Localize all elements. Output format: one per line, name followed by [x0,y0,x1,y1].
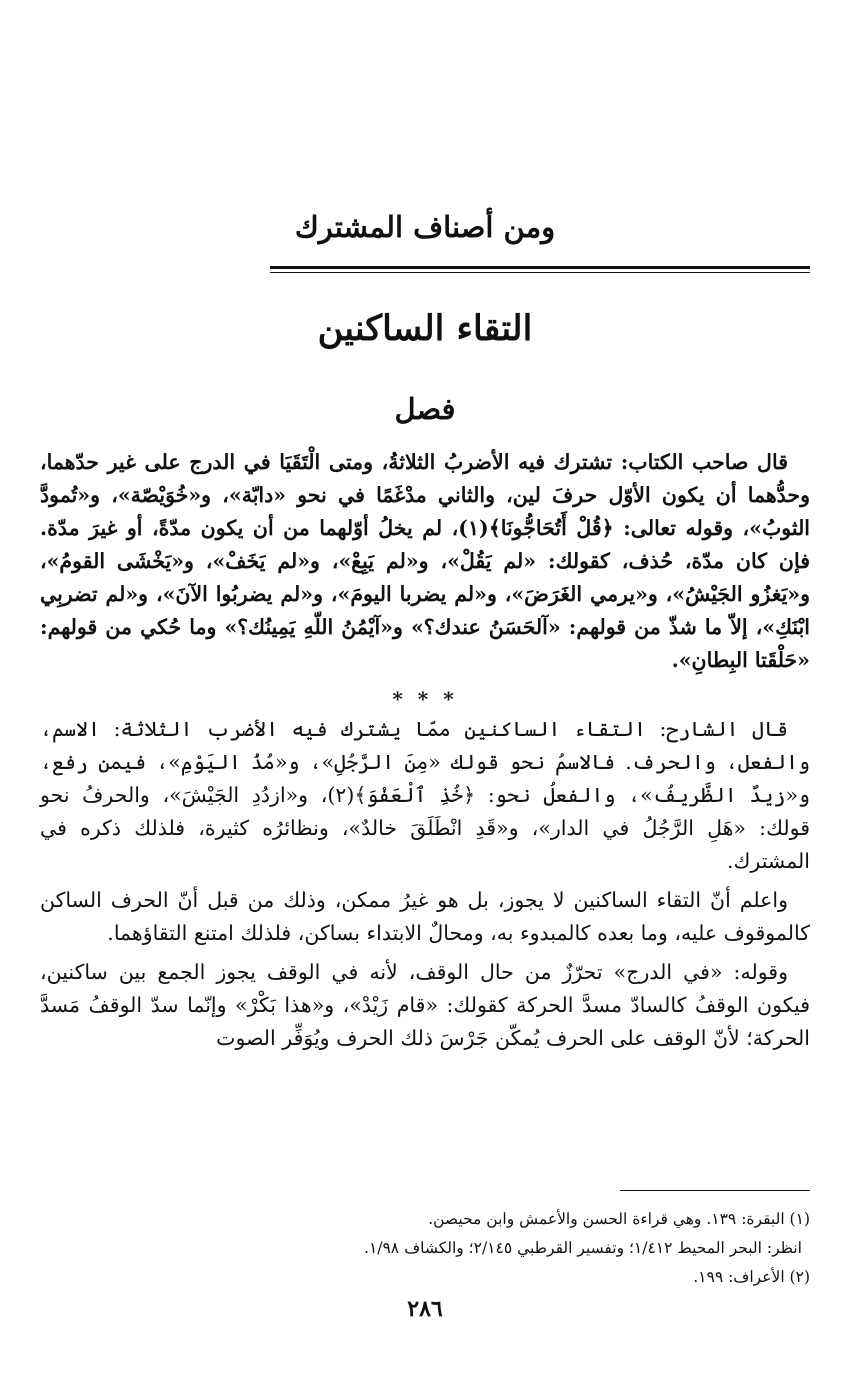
footnote-rule [620,1190,810,1191]
book-page [40,0,810,1376]
main-text [40,446,810,1055]
footnotes [40,1190,810,1292]
page-number: ٢٨٦ [407,1296,443,1322]
footnote-2: (٢) الأعراف: ١٩٩. [693,1268,810,1286]
commentary-paragraph-3: وقوله: «في الدرج» تحرّزٌ من حال الوقف، لأنه في الوقف يجوز الجمع بين ساكنين، فيكون الوقفُ كالسادّ مسدَّ الحركة كقولك: «قام زَيْدْ»، و«هذا بَكْرْ» وإنّما سدّ الوقفُ مَسدَّ الحركة؛ لأنّ الوقف على الحرف يُمكّن جَرْسَ ذلك الحرف ويُوَفِّر الصوت [40,960,810,1050]
footnote-1: (١) البقرة: ١٣٩. وهي قراءة الحسن والأعمش وابن محيصن. [428,1210,810,1228]
heading-double-rule [270,266,810,273]
rule-thick-line [270,266,810,269]
footnote-1-continued: انظر: البحر المحيط ١/٤١٢؛ وتفسير القرطبي ٢/١٤٥؛ والكشاف ١/٩٨. [364,1239,802,1257]
subsection-title: فصل [394,392,456,426]
section-title: التقاء الساكنين [317,308,533,349]
section-separator: * * * [392,687,458,711]
chapter-heading: ومن أصناف المشترك [294,210,556,244]
commentary-paragraph-1: قال الشارح: التقاء الساكنين ممّا يشترك فيه الأضرب الثلاثة: الاسم، والفعل، والحرف. فالاسمُ نحو قولك «مِنَ الرَّجُلِ»، و«مُذُ اليَوْمِ»، فيمن رفع، و«زيدٌ الظَّريفُ»، والفعلُ نحو: ﴿خُذِ ٱلْعَفْوَ﴾(٢)، و«ازدُدِ الجَيْشَ»، والحرفُ نحو قولك: «هَلِ الرَّجُلُ في الدار»، و«قَدِ انْطَلَقَ خالدٌ»، ونظائرُه كثيرة، فلذلك ذكره في المشترك. [40,717,810,873]
commentary-paragraph-2: واعلم أنّ التقاء الساكنين لا يجوز، بل هو غيرُ ممكن، وذلك من قبل أنّ الحرف الساكن كالموقوف عليه، وما بعده كالمبدوء به، ومحالٌ الابتداء بساكن، فلذلك امتنع التقاؤهما. [40,888,810,945]
author-text-paragraph: قال صاحب الكتاب: تشترك فيه الأضربُ الثلاثةُ، ومتى الْتَقَيَا في الدرج على غير حدّهما، وحدُّهما أن يكون الأوّل حرفَ لين، والثاني مدْغَمًا في نحو «دابّة»، و«خُوَيْصّة»، و«تُمودَّ الثوبُ»، وقوله تعالى: ﴿قُلْ أَتُحَاجُّونَا﴾(١)، لم يخلُ أوّلهما من أن يكون مدّةً، أو غيرَ مدّة. فإن كان مدّة، حُذف، كقولك: «لم يَقُلْ»، و«لم يَبِعْ»، و«لم يَخَفْ»، و«يَخْشَى القومُ»، و«يَغزُو الجَيْشُ»، و«يرمي الغَرَضَ»، و«لم يضربا اليومَ»، و«لم يضربُوا الآنَ»، و«لم تضربِي ابْنَكِ»، إلاّ ما شذّ من قولهم: «آلحَسَنُ عندك؟» و«آيْمُنُ اللّهِ يَمِينُك؟» وما حُكي من قولهم: «حَلْقَتا البِطانِ». [40,450,811,672]
rule-thin-line [270,272,810,273]
